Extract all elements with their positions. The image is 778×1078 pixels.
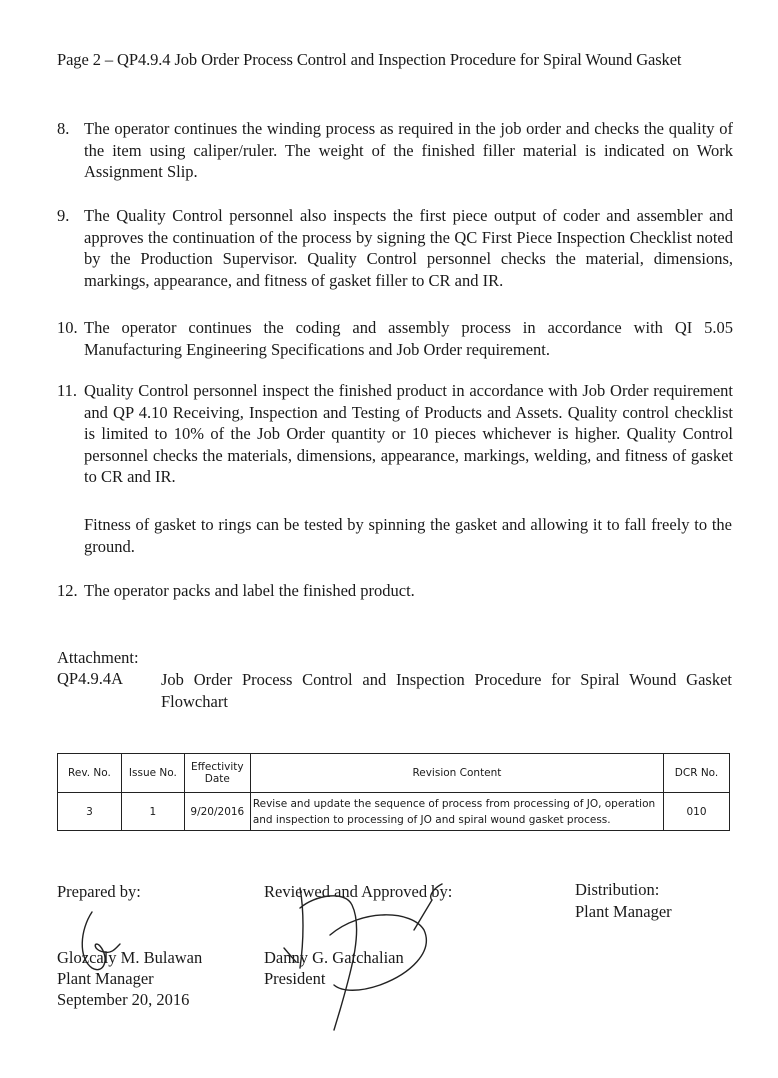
cell-effectivity-date: 9/20/2016	[184, 793, 250, 831]
header-effectivity-date: Effectivity Date	[184, 754, 250, 793]
approved-by-title: President	[264, 969, 326, 988]
table-row	[58, 793, 730, 831]
fitness-note: Fitness of gasket to rings can be tested by spinning the gasket and allowing it to fall freely to the ground.	[84, 515, 732, 556]
distribution-value: Plant Manager	[575, 902, 672, 921]
step-number: 12.	[57, 581, 78, 600]
approved-by-name: Danny G. Gatchalian	[264, 948, 404, 967]
step-12	[57, 580, 733, 602]
cell-revision-content: Revise and update the sequence of process from processing of JO, operation and inspection to processing of JO and spiral wound gasket process.	[250, 793, 663, 831]
header-rev-no: Rev. No.	[58, 754, 122, 793]
header-revision-content: Revision Content	[250, 754, 663, 793]
step-text: The Quality Control personnel also inspects the first piece output of coder and assembler and approves the continuation of the process by signing the QC First Piece Inspection Checklist noted by the Production Supervisor. Quality Control personnel checks the material, dimensions, markings, appearance, and fitness of gasket filler to CR and IR.	[84, 206, 733, 290]
step-text: The operator continues the coding and assembly process in accordance with QI 5.05 Manufacturing Engineering Specifications and Job Order requirement.	[84, 318, 733, 359]
prepared-by-label: Prepared by:	[57, 882, 141, 901]
attachment-title: Job Order Process Control and Inspection Procedure for Spiral Wound Gasket Flowchart	[161, 670, 732, 711]
prepared-by-date: September 20, 2016	[57, 990, 190, 1009]
table-header-row	[58, 754, 730, 793]
header-dcr-no: DCR No.	[664, 754, 730, 793]
approved-by-label: Reviewed and Approved by:	[264, 882, 453, 901]
attachment-label: Attachment:	[57, 648, 139, 667]
step-10	[57, 317, 733, 360]
attachment-code: QP4.9.4A	[57, 669, 124, 688]
prepared-by-name: Glozcaly M. Bulawan	[57, 948, 203, 967]
step-text: The operator continues the winding process as required in the job order and checks the quality of the item using caliper/ruler. The weight of the finished filler material is indicated on Work Assignment Slip.	[84, 119, 733, 181]
step-number: 11.	[57, 381, 78, 400]
distribution-label: Distribution:	[575, 880, 660, 899]
step-number: 10.	[57, 318, 78, 337]
step-number: 9.	[57, 206, 70, 225]
prepared-by-title: Plant Manager	[57, 969, 154, 988]
step-9	[57, 205, 733, 291]
header-issue-no: Issue No.	[121, 754, 184, 793]
page-header: Page 2 – QP4.9.4 Job Order Process Control and Inspection Procedure for Spiral Wound Gasket	[57, 50, 682, 69]
step-text: The operator packs and label the finished product.	[84, 581, 415, 600]
revision-table	[57, 753, 730, 831]
cell-rev-no: 3	[58, 793, 122, 831]
step-number: 8.	[57, 119, 70, 138]
step-11	[57, 380, 733, 488]
cell-dcr-no: 010	[664, 793, 730, 831]
step-text: Quality Control personnel inspect the finished product in accordance with Job Order requirement and QP 4.10 Receiving, Inspection and Testing of Products and Assets. Quality control checklist is limited to 10% of the Job Order quantity or 10 pieces whichever is higher. Quality Control personnel checks the materials, dimensions, appearance, markings, welding, and fitness of gasket to CR and IR.	[84, 381, 733, 486]
step-8	[57, 118, 733, 183]
cell-issue-no: 1	[121, 793, 184, 831]
